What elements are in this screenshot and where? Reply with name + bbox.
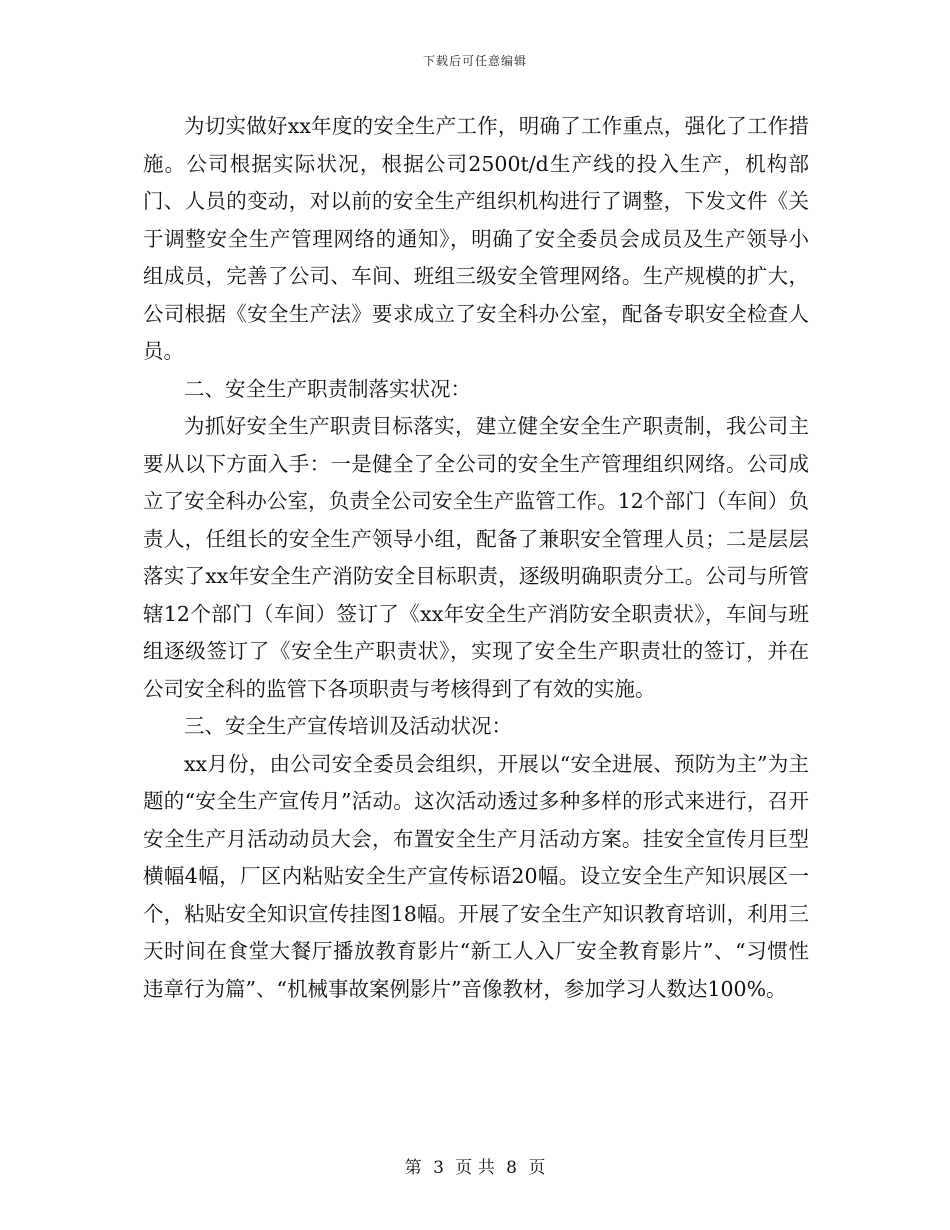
footer-middle: 页 共: [455, 1158, 495, 1178]
section-heading-responsibility: 二、安全生产职责制落实状况：: [184, 376, 471, 401]
page-footer: [0, 1153, 950, 1178]
page-header: 下载后可任意编辑: [422, 54, 527, 68]
current-page-number: 3: [433, 1158, 444, 1178]
paragraph-responsibility: 为抓好安全生产职责目标落实，建立健全安全生产职责制，我公司主要从以下方面入手：一是健全了全公司的安全生产管理组织网络。公司成立了安全科办公室，负责全公司安全生产监管工作。12个部门（车间）负责人，任组长的安全生产领导小组，配备了兼职安全管理人员；二是层层落实了xx年安全生产消防安全目标职责，逐级明确职责分工。公司与所管辖12个部门（车间）签订了《xx年安全生产消防安全职责状》，车间与班组逐级签订了《安全生产职责状》，实现了安全生产职责壮的签订，并在公司安全科的监管下各项职责与考核得到了有效的实施。: [143, 414, 809, 701]
footer-prefix: 第: [404, 1158, 422, 1178]
paragraph-intro: 为切实做好xx年度的安全生产工作，明确了工作重点，强化了工作措施。公司根据实际状况，根据公司2500t/d生产线的投入生产，机构部门、人员的变动，对以前的安全生产组织机构进行了调整，下发文件《关于调整安全生产管理网络的通知》，明确了安全委员会成员及生产领导小组成员，完善了公司、车间、班组三级安全管理网络。生产规模的扩大，公司根据《安全生产法》要求成立了安全科办公室，配备专职安全检查人员。: [143, 114, 809, 363]
total-page-number: 8: [506, 1158, 517, 1178]
footer-suffix: 页: [528, 1158, 546, 1178]
section-heading-training: 三、安全生产宣传培训及活动状况：: [184, 714, 512, 738]
paragraph-training: xx月份，由公司安全委员会组织，开展以“安全进展、预防为主”为主题的“安全生产宣传月”活动。这次活动透过多种多样的形式来进行，召开安全生产月活动动员大会，布置安全生产月活动方案。挂安全宣传月巨型横幅4幅，厂区内粘贴安全生产宣传标语20幅。设立安全生产知识展区一个，粘贴安全知识宣传挂图18幅。开展了安全生产知识教育培训，利用三天时间在食堂大餐厅播放教育影片“新工人入厂安全教育影片”、“习惯性违章行为篇”、“机械事故案例影片”音像教材，参加学习人数达100%。: [143, 751, 809, 1001]
document-body: [143, 108, 809, 1008]
